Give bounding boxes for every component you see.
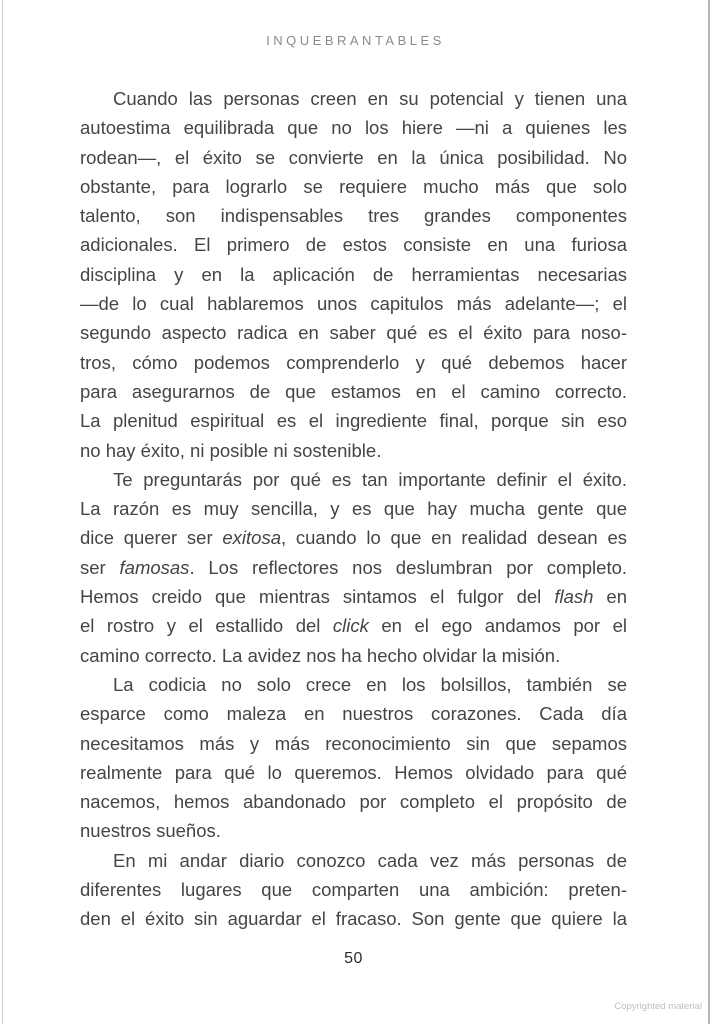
text-line: [80, 318, 627, 347]
page-right-edge: [708, 0, 710, 1024]
text-line: [80, 758, 627, 787]
text-segment: esparce como maleza en nuestros corazones. Cada día: [80, 703, 627, 725]
text-segment: tros, cómo podemos comprenderlo y qué debemos hacer: [80, 351, 627, 373]
text-line: [80, 699, 627, 728]
text-line: [80, 670, 627, 699]
text-segment: realmente para qué lo queremos. Hemos olvidado para qué: [80, 761, 627, 783]
text-segment: el rostro y el estallido del: [80, 615, 333, 637]
text-line: [80, 523, 627, 552]
text-segment: diferentes lugares que comparten una ambición: preten-: [80, 879, 627, 901]
text-line: [80, 172, 627, 201]
page-body: [80, 84, 627, 934]
italic-text: famosas: [119, 556, 190, 578]
text-segment: . Los reflectores nos deslumbran por completo.: [189, 556, 628, 578]
text-line: [80, 904, 627, 933]
text-line: [80, 611, 627, 640]
text-line: [80, 582, 627, 611]
text-segment: adicionales. El primero de estos consiste en una furiosa: [80, 234, 627, 256]
running-header: INQUEBRANTABLES: [266, 33, 445, 48]
italic-text: exitosa: [222, 527, 281, 549]
text-segment: , cuando lo que en realidad desean es: [281, 527, 627, 549]
text-segment: para asegurarnos de que estamos en el camino correcto.: [80, 380, 627, 402]
text-line: [80, 641, 627, 670]
page-left-edge: [2, 0, 3, 1024]
text-line: [80, 348, 627, 377]
text-segment: Cuando las personas creen en su potencial y tienen una: [113, 88, 627, 109]
text-line: [80, 787, 627, 816]
text-segment: rodean—, el éxito se convierte en la única posibilidad. No: [80, 146, 627, 168]
text-segment: nacemos, hemos abandonado por completo el propósito de: [80, 791, 627, 813]
text-segment: La plenitud espiritual es el ingrediente final, porque sin eso: [80, 410, 627, 432]
text-segment: nuestros sueños.: [80, 820, 221, 842]
text-line: [80, 143, 627, 172]
text-line: [80, 846, 627, 875]
text-segment: disciplina y en la aplicación de herramientas necesarias: [80, 263, 627, 285]
text-line: [80, 494, 627, 523]
text-segment: En mi andar diario conozco cada vez más personas de: [113, 849, 627, 871]
text-line: [80, 260, 627, 289]
text-line: [80, 875, 627, 904]
text-line: [80, 84, 627, 113]
text-segment: obstante, para lograrlo se requiere mucho más que solo: [80, 175, 627, 197]
text-segment: —de lo cual hablaremos unos capitulos más adelante—; el: [80, 293, 627, 315]
text-line: [80, 436, 627, 465]
text-segment: segundo aspecto radica en saber qué es el éxito para noso-: [80, 322, 627, 344]
text-segment: Hemos creido que mientras sintamos el fulgor del: [80, 586, 555, 608]
text-line: [80, 201, 627, 230]
italic-text: flash: [554, 586, 594, 608]
text-line: [80, 553, 627, 582]
text-segment: en: [593, 586, 628, 608]
text-segment: en el ego andamos por el: [368, 615, 627, 637]
text-line: [80, 377, 627, 406]
text-line: [80, 113, 627, 142]
text-line: [80, 406, 627, 435]
copyright-notice: Copyrighted material: [614, 1001, 702, 1012]
text-segment: camino correcto. La avidez nos ha hecho olvidar la misión.: [80, 644, 561, 666]
text-line: [80, 465, 627, 494]
text-segment: den el éxito sin aguardar el fracaso. Son gente que quiere la: [80, 908, 627, 930]
page-number: 50: [344, 950, 363, 967]
text-segment: no hay éxito, ni posible ni sostenible.: [80, 439, 382, 461]
text-line: [80, 729, 627, 758]
italic-text: click: [332, 615, 369, 637]
text-line: [80, 230, 627, 259]
text-segment: talento, son indispensables tres grandes componentes: [80, 205, 627, 227]
text-segment: Te preguntarás por qué es tan importante definir el éxito.: [113, 468, 627, 490]
text-segment: autoestima equilibrada que no los hiere —ni a quienes les: [80, 117, 627, 139]
text-line: [80, 816, 627, 845]
text-segment: necesitamos más y más reconocimiento sin que sepamos: [80, 732, 627, 754]
text-segment: dice querer ser: [80, 527, 223, 549]
text-segment: La razón es muy sencilla, y es que hay mucha gente que: [80, 498, 627, 520]
text-segment: La codicia no solo crece en los bolsillos, también se: [113, 673, 627, 695]
text-line: [80, 289, 627, 318]
text-segment: ser: [80, 556, 120, 578]
